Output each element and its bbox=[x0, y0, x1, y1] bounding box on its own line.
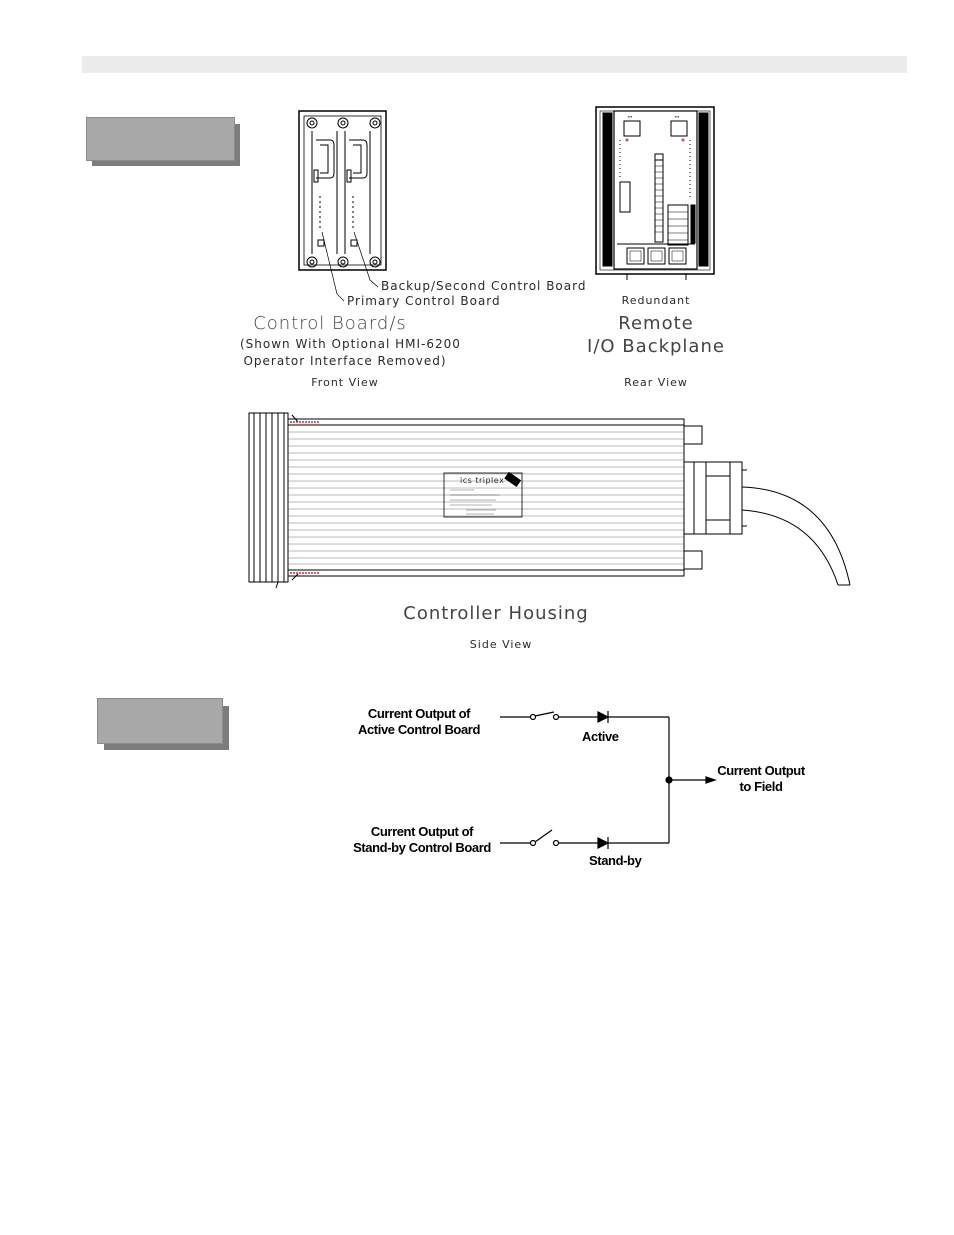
standby-input-label-2: Stand-by Control Board bbox=[353, 840, 491, 855]
front-view-label: Front View bbox=[311, 376, 379, 389]
control-boards-subtitle-2: Operator Interface Removed) bbox=[243, 354, 447, 368]
backup-board-label: Backup/Second Control Board bbox=[381, 279, 587, 293]
nameplate-brand: ics triplex bbox=[460, 476, 505, 485]
output-label-1: Current Output bbox=[717, 763, 805, 778]
active-input-label-1: Current Output of bbox=[367, 706, 471, 721]
output-label-2: to Field bbox=[739, 779, 783, 794]
remote-io-title-2: I/O Backplane bbox=[587, 336, 725, 357]
primary-board-label: Primary Control Board bbox=[347, 294, 501, 308]
control-boards-title: Control Board/s bbox=[253, 313, 407, 334]
standby-diode-label: Stand-by bbox=[589, 853, 642, 868]
controller-housing-title: Controller Housing bbox=[403, 603, 589, 624]
front-view-drawing bbox=[299, 111, 386, 301]
active-diode-label: Active bbox=[582, 729, 619, 744]
svg-text:▪▪▪: ▪▪▪ bbox=[675, 114, 680, 119]
side-view-drawing bbox=[249, 413, 850, 588]
side-view-label: Side View bbox=[469, 638, 533, 651]
rear-view-drawing bbox=[596, 107, 714, 280]
redundant-label: Redundant bbox=[621, 294, 691, 307]
standby-input-label-1: Current Output of bbox=[370, 824, 474, 839]
remote-io-title-1: Remote bbox=[618, 313, 694, 334]
svg-text:▪▪▪: ▪▪▪ bbox=[628, 114, 633, 119]
control-boards-subtitle-1: (Shown With Optional HMI-6200 bbox=[240, 337, 461, 351]
rear-view-label: Rear View bbox=[624, 376, 688, 389]
active-input-label-2: Active Control Board bbox=[357, 722, 480, 737]
